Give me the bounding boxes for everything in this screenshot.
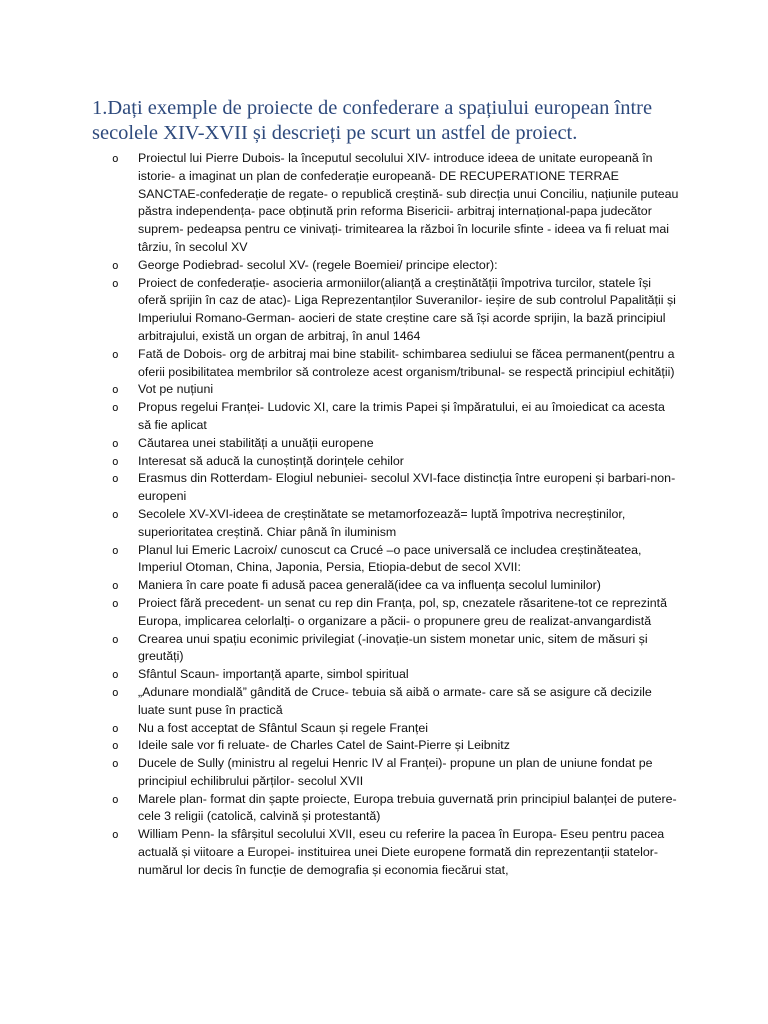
list-item bbox=[92, 595, 680, 631]
list-item-text: Ducele de Sully (ministru al regelui Henric IV al Franței)- propune un plan de uniune fondat pe principiul echilibrului părților- secolul XVII bbox=[138, 756, 653, 788]
bullet-list bbox=[92, 150, 680, 880]
list-item bbox=[92, 631, 680, 667]
list-item bbox=[92, 346, 680, 382]
list-item-text: Propus regelui Franței- Ludovic XI, care la trimis Papei și împăratului, ei au îmoiedicat ca acesta să fie aplicat bbox=[138, 400, 665, 432]
bullet-icon: o bbox=[112, 436, 119, 450]
bullet-icon: o bbox=[112, 721, 119, 735]
list-item-text: Planul lui Emeric Lacroix/ cunoscut ca Crucé –o pace universală ce includea creștinăteatea, Imperiul Otoman, China, Japonia, Persia, Etiopia-debut de secol XVII: bbox=[138, 542, 642, 575]
list-item-text: Proiectul lui Pierre Dubois- la începutul secolului XIV- introduce ideea de unitate europeană în istorie- a imaginat un plan de confederație europeană- DE RECUPERATIONE TERRAE SANCTAE-confederație de regate- o republică creștină- sub direcția unui Conciliu, națiunile puteau păstra independența- pace obținută prin reforma Bisericii- arbitraj internațional-papa judecător suprem- pedeapsa pentru ce vinivați- trimitearea la război în locurile sfinte - ideea va fi reluat mai târziu, în secolul XV bbox=[138, 151, 679, 254]
list-item-text: William Penn- la sfârșitul secolului XVII, eseu cu referire la pacea în Europa- Eseu pentru pacea actuală și viitoare a Europei- instituirea unei Diete europene formată din reprezentanții statelor- numărul lor decis în funcție de demografia și economia fiecărui stat, bbox=[138, 827, 665, 877]
list-item-text: Proiect de confederație- asocieria armoniilor(alianță a creștinătății împotriva turcilor, statele își oferă sprijin în caz de atac)- Liga Reprezentanților Suveranilor- ieșire de sub controlul Papalității și Imperiului Romano-German- aocieri de state creștine care să își acorde sprijin, la bază principiul arbitrajului, există un organ de arbitraj, în anul 1464 bbox=[138, 275, 676, 343]
list-item-text: George Podiebrad- secolul XV- (regele Boemiei/ principe elector): bbox=[138, 257, 498, 272]
bullet-icon: o bbox=[112, 543, 119, 557]
bullet-icon: o bbox=[112, 579, 119, 593]
list-item bbox=[92, 577, 680, 595]
bullet-icon: o bbox=[112, 454, 119, 468]
bullet-icon: o bbox=[112, 792, 119, 806]
list-item bbox=[92, 755, 680, 791]
list-item bbox=[92, 720, 680, 738]
bullet-icon: o bbox=[112, 596, 119, 610]
list-item bbox=[92, 666, 680, 684]
bullet-icon: o bbox=[112, 258, 119, 272]
bullet-icon: o bbox=[112, 152, 119, 165]
list-item bbox=[92, 257, 680, 275]
list-item-text: Marele plan- format din șapte proiecte, Europa trebuia guvernată prin principiul balanței de putere- cele 3 religii (catolică, calvină și protestantă) bbox=[138, 791, 677, 824]
list-item-text: Nu a fost acceptat de Sfântul Scaun și regele Franței bbox=[138, 720, 428, 735]
list-item bbox=[92, 275, 680, 346]
bullet-icon: o bbox=[112, 472, 119, 486]
list-item-text: Vot pe nuțiuni bbox=[138, 382, 214, 397]
bullet-icon: o bbox=[112, 401, 119, 415]
list-item-text: „Adunare mondială” gândită de Cruce- tebuia să aibă o armate- care să se asigure că decizile luate sunt puse în practică bbox=[138, 684, 652, 717]
list-item bbox=[92, 737, 680, 755]
list-item bbox=[92, 470, 680, 506]
page-title: 1.Dați exemple de proiecte de confederare a spațiului european între secolele XIV-XVII și descrieți pe scurt un astfel de proiect. bbox=[92, 97, 653, 144]
list-item-text: Crearea unui spațiu econimic privilegiat (-inovație-un sistem monetar unic, sitem de măsuri și greutăți) bbox=[138, 631, 648, 664]
list-item-text: Interesat să aducă la cunoștință dorințele cehilor bbox=[138, 453, 404, 468]
list-item-text: Maniera în care poate fi adusă pacea generală(idee ca va influența secolul luminilor) bbox=[138, 578, 601, 593]
bullet-icon: o bbox=[112, 507, 119, 521]
list-item-text: Erasmus din Rotterdam- Elogiul nebuniei- secolul XVI-face distincția între europeni și barbari-non-europeni bbox=[138, 471, 676, 504]
list-item bbox=[92, 381, 680, 399]
bullet-icon: o bbox=[112, 685, 119, 699]
bullet-icon: o bbox=[112, 828, 119, 842]
bullet-icon: o bbox=[112, 276, 119, 290]
list-item bbox=[92, 435, 680, 453]
list-item-text: Fată de Dobois- org de arbitraj mai bine stabilit- schimbarea sediului se făcea permanent(pentru a oferii posibilitatea membrilor să controleze acest organism/tribunal- se respectă principiul echității) bbox=[138, 346, 675, 379]
list-item bbox=[92, 453, 680, 471]
list-item bbox=[92, 506, 680, 542]
bullet-icon: o bbox=[112, 757, 119, 771]
list-item-text: Căutarea unei stabilități a unuății europene bbox=[138, 435, 374, 450]
list-item-text: Sfântul Scaun- importanță aparte, simbol spiritual bbox=[138, 667, 409, 682]
list-item bbox=[92, 791, 680, 827]
list-item bbox=[92, 826, 680, 879]
bullet-icon: o bbox=[112, 347, 119, 361]
bullet-icon: o bbox=[112, 632, 119, 646]
list-item-text: Secolele XV-XVI-ideea de creștinătate se metamorfozează= luptă împotriva necreștinilor, superioritatea creștină. Chiar până în iluminism bbox=[138, 506, 626, 539]
list-item bbox=[92, 542, 680, 578]
bullet-icon: o bbox=[112, 383, 119, 397]
bullet-icon: o bbox=[112, 739, 119, 753]
list-item bbox=[92, 684, 680, 720]
list-item bbox=[92, 150, 680, 257]
bullet-icon: o bbox=[112, 668, 119, 682]
list-item-text: Ideile sale vor fi reluate- de Charles Catel de Saint-Pierre și Leibnitz bbox=[138, 738, 510, 753]
list-item bbox=[92, 399, 680, 435]
list-item-text: Proiect fără precedent- un senat cu rep din Franța, pol, sp, cnezatele răsaritene-tot ce reprezintă Europa, implicarea celorlalți- o organizare a păcii- o propunere greu de realizat-anvangardistă bbox=[138, 595, 667, 628]
